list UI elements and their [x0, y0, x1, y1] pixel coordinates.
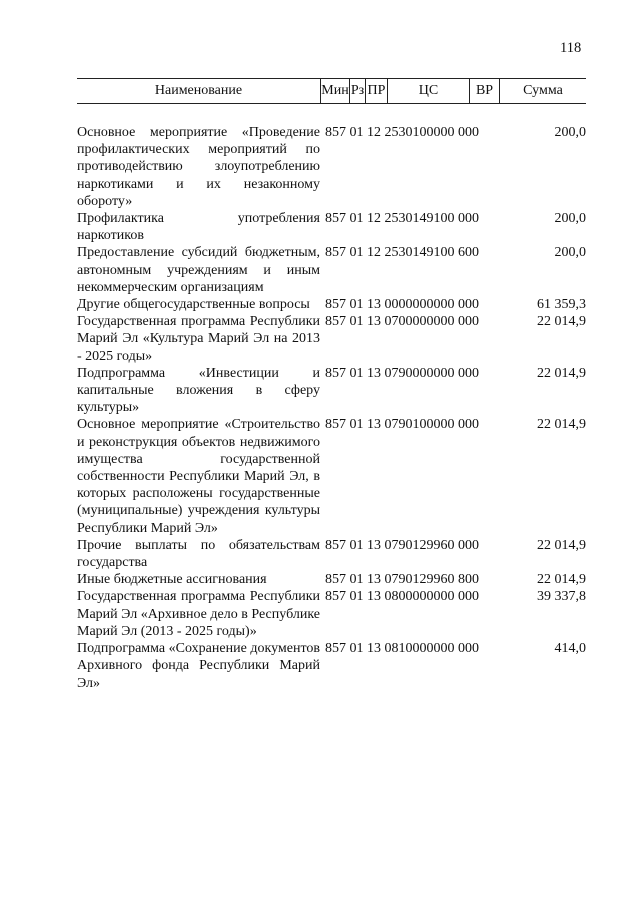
row-sum: 200,0: [554, 211, 586, 227]
row-name: Подпрограмма «Сохранение документов Архивного фонда Республики Марий Эл»: [77, 641, 320, 691]
row-name: Подпрограмма «Инвестиции и капитальные вложения в сферу культуры»: [77, 365, 320, 416]
table-row: [77, 571, 586, 588]
row-name: Основное мероприятие «Строительство и реконструкция объектов недвижимого имущества государственной собственности Республики Марий Эл, в которых расположены государственные (муниципальные) учреждения культуры Республики Марий Эл»: [77, 417, 320, 536]
row-name: Государственная программа Республики Марий Эл «Культура Марий Эл на 2013 - 2025 годы»: [77, 314, 320, 364]
header-min: Мин: [320, 79, 349, 103]
row-sum: 200,0: [554, 245, 586, 261]
budget-table: [77, 78, 586, 692]
table-row: [77, 244, 586, 296]
table-row: [77, 416, 586, 536]
table-row: [77, 365, 586, 417]
row-sum: 22 014,9: [537, 572, 586, 588]
table-header: [77, 78, 586, 104]
row-sum: 39 337,8: [537, 589, 586, 605]
row-name: Предоставление субсидий бюджетным, автономным учреждениям и иным некоммерческим организациям: [77, 245, 320, 295]
row-name: Другие общегосударственные вопросы: [77, 297, 310, 313]
row-sum: 22 014,9: [537, 365, 586, 381]
row-codes: 857 01 13 0790000000 000: [325, 365, 479, 381]
row-codes: 857 01 13 0790100000 000: [325, 417, 479, 433]
row-codes: 857 01 13 0700000000 000: [325, 314, 479, 330]
row-codes: 857 01 12 2530149100 000: [325, 211, 479, 227]
table-row: [77, 124, 586, 210]
row-sum: 200,0: [554, 125, 586, 140]
header-rz: Рз: [349, 79, 365, 103]
table-row: [77, 588, 586, 640]
row-name: Основное мероприятие «Проведение профилактических мероприятий по противодействию злоупотреблению наркотиками и их незаконному обороту»: [77, 125, 320, 209]
header-cs: ЦС: [387, 79, 469, 103]
page-number: 118: [560, 40, 582, 56]
row-codes: 857 01 13 0790129960 000: [325, 537, 479, 553]
row-codes: 857 01 12 2530100000 000: [325, 125, 479, 140]
row-name: Профилактика употребления наркотиков: [77, 211, 320, 244]
header-pr: ПР: [365, 79, 387, 103]
row-codes: 857 01 13 0810000000 000: [325, 641, 479, 657]
table-row: [77, 537, 586, 571]
row-name: Иные бюджетные ассигнования: [77, 572, 267, 588]
row-sum: 61 359,3: [537, 297, 586, 313]
table-body: [77, 124, 586, 692]
row-codes: 857 01 13 0800000000 000: [325, 589, 479, 605]
table-row: [77, 296, 586, 313]
row-sum: 414,0: [554, 641, 586, 657]
row-codes: 857 01 12 2530149100 600: [325, 245, 479, 261]
row-codes: 857 01 13 0790129960 800: [325, 572, 479, 588]
row-codes: 857 01 13 0000000000 000: [325, 297, 479, 313]
row-sum: 22 014,9: [537, 314, 586, 330]
table-row: [77, 210, 586, 244]
row-sum: 22 014,9: [537, 417, 586, 433]
header-name: Наименование: [154, 83, 243, 98]
row-sum: 22 014,9: [537, 537, 586, 553]
row-name: Государственная программа Республики Марий Эл «Архивное дело в Республике Марий Эл (2013 - 2025 годы)»: [77, 589, 320, 639]
row-name: Прочие выплаты по обязательствам государства: [77, 537, 320, 571]
header-vr: ВР: [469, 79, 499, 103]
table-row: [77, 313, 586, 365]
header-sum: Сумма: [499, 79, 586, 103]
table-row: [77, 640, 586, 692]
